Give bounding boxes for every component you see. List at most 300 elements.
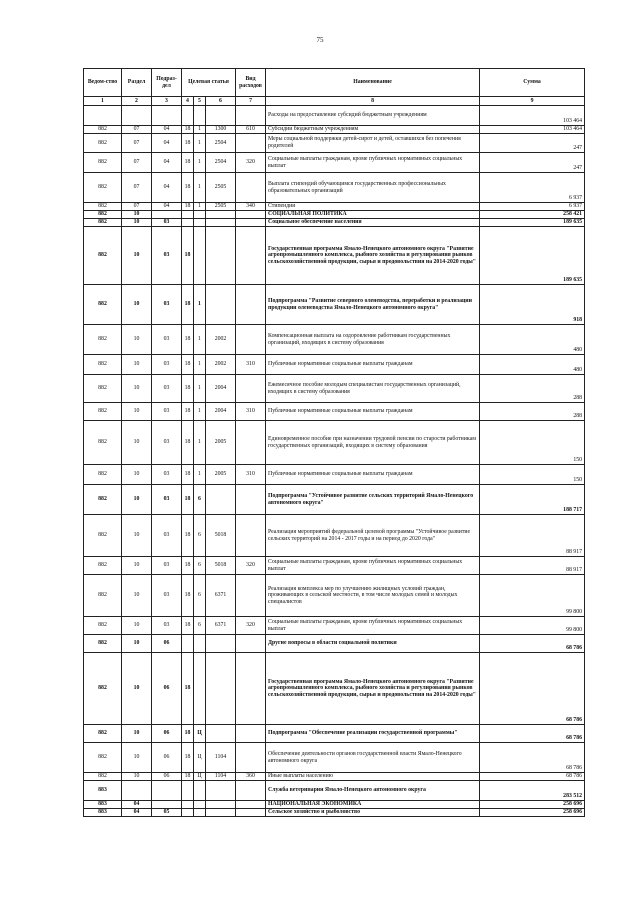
sum-cell: 103 464: [480, 106, 585, 126]
target-part3-cell: 1300: [206, 126, 236, 134]
subsection-cell: 03: [152, 617, 182, 635]
target-part2-cell: 1: [194, 285, 206, 325]
expense-type-cell: 340: [236, 203, 266, 211]
expense-type-cell: 310: [236, 403, 266, 421]
target-part1-cell: 18: [182, 465, 194, 485]
target-part2-cell: 1: [194, 421, 206, 465]
section-cell: 07: [122, 153, 152, 173]
expense-type-cell: 360: [236, 773, 266, 781]
dept-cell: 882: [84, 403, 122, 421]
expense-type-cell: 310: [236, 465, 266, 485]
table-row: [84, 465, 585, 485]
target-part2-cell: [194, 219, 206, 227]
dept-cell: 882: [84, 773, 122, 781]
target-part3-cell: 1104: [206, 743, 236, 773]
subsection-cell: [152, 781, 182, 801]
subsection-cell: [152, 801, 182, 809]
target-part2-cell: 1: [194, 465, 206, 485]
sum-cell: 68 786: [480, 635, 585, 653]
sum-cell: 150: [480, 421, 585, 465]
sum-cell: 68 786: [480, 725, 585, 743]
target-part1-cell: 18: [182, 203, 194, 211]
name-cell: Публичные нормативные социальные выплаты гражданам: [266, 403, 480, 421]
target-part2-cell: 1: [194, 325, 206, 355]
sum-cell: 288: [480, 375, 585, 403]
sum-cell: 258 421: [480, 211, 585, 219]
sum-cell: 103 464: [480, 126, 585, 134]
name-cell: Публичные нормативные социальные выплаты гражданам: [266, 465, 480, 485]
sum-cell: 247: [480, 134, 585, 153]
target-part1-cell: 18: [182, 403, 194, 421]
dept-cell: 882: [84, 725, 122, 743]
section-cell: 10: [122, 227, 152, 285]
name-cell: Сельское хозяйство и рыболовство: [266, 809, 480, 817]
expense-type-cell: [236, 173, 266, 203]
subsection-cell: 03: [152, 285, 182, 325]
dept-cell: 882: [84, 126, 122, 134]
target-part2-cell: [194, 653, 206, 725]
table-row: [84, 375, 585, 403]
index-cell: 1: [84, 97, 122, 106]
table-row: [84, 743, 585, 773]
index-cell: 9: [480, 97, 585, 106]
target-part2-cell: 1: [194, 375, 206, 403]
expense-type-cell: [236, 809, 266, 817]
target-part3-cell: [206, 227, 236, 285]
expense-type-cell: [236, 725, 266, 743]
target-part1-cell: [182, 809, 194, 817]
dept-cell: [84, 106, 122, 126]
dept-cell: 882: [84, 153, 122, 173]
target-part2-cell: Ц: [194, 773, 206, 781]
table-row: [84, 173, 585, 203]
section-cell: 10: [122, 725, 152, 743]
header-target: Целевая статья: [182, 69, 236, 97]
target-part3-cell: [206, 725, 236, 743]
target-part1-cell: [182, 781, 194, 801]
target-part2-cell: [194, 801, 206, 809]
index-cell: 6: [206, 97, 236, 106]
target-part2-cell: 1: [194, 153, 206, 173]
expense-type-cell: 310: [236, 355, 266, 375]
sum-cell: 258 696: [480, 809, 585, 817]
section-cell: [122, 781, 152, 801]
target-part3-cell: [206, 781, 236, 801]
dept-cell: 882: [84, 421, 122, 465]
target-part3-cell: 2505: [206, 173, 236, 203]
index-row: [84, 97, 585, 106]
target-part3-cell: [206, 219, 236, 227]
dept-cell: 883: [84, 809, 122, 817]
dept-cell: 882: [84, 219, 122, 227]
target-part2-cell: [194, 227, 206, 285]
dept-cell: 882: [84, 173, 122, 203]
dept-cell: 882: [84, 557, 122, 575]
dept-cell: 882: [84, 653, 122, 725]
table-row: [84, 219, 585, 227]
subsection-cell: 03: [152, 325, 182, 355]
table-row: [84, 227, 585, 285]
section-cell: 07: [122, 134, 152, 153]
section-cell: 10: [122, 575, 152, 617]
subsection-cell: 06: [152, 635, 182, 653]
section-cell: 10: [122, 485, 152, 515]
sum-cell: 480: [480, 355, 585, 375]
name-cell: Публичные нормативные социальные выплаты гражданам: [266, 355, 480, 375]
target-part3-cell: 2005: [206, 465, 236, 485]
name-cell: Социальное обеспечение населения: [266, 219, 480, 227]
header-name: Наименование: [266, 69, 480, 97]
target-part3-cell: [206, 485, 236, 515]
header-row: [84, 69, 585, 97]
target-part1-cell: 18: [182, 485, 194, 515]
index-cell: 8: [266, 97, 480, 106]
expense-type-cell: 320: [236, 557, 266, 575]
target-part2-cell: 6: [194, 485, 206, 515]
target-part1-cell: 18: [182, 285, 194, 325]
table-row: [84, 325, 585, 355]
table-row: [84, 403, 585, 421]
section-cell: 07: [122, 173, 152, 203]
target-part2-cell: Ц: [194, 743, 206, 773]
table-row: [84, 635, 585, 653]
expense-type-cell: [236, 211, 266, 219]
target-part1-cell: [182, 106, 194, 126]
section-cell: 07: [122, 126, 152, 134]
target-part1-cell: 18: [182, 134, 194, 153]
target-part2-cell: 1: [194, 134, 206, 153]
target-part3-cell: 2002: [206, 325, 236, 355]
dept-cell: 882: [84, 575, 122, 617]
name-cell: Социальные выплаты гражданам, кроме публичных нормативных социальных выплат: [266, 557, 480, 575]
target-part3-cell: 2005: [206, 421, 236, 465]
dept-cell: 882: [84, 617, 122, 635]
subsection-cell: 03: [152, 355, 182, 375]
subsection-cell: [152, 211, 182, 219]
expense-type-cell: [236, 219, 266, 227]
target-part3-cell: 2002: [206, 355, 236, 375]
target-part3-cell: 5018: [206, 557, 236, 575]
name-cell: Социальные выплаты гражданам, кроме публичных нормативных социальных выплат: [266, 617, 480, 635]
subsection-cell: 03: [152, 421, 182, 465]
table-row: [84, 153, 585, 173]
target-part1-cell: [182, 801, 194, 809]
dept-cell: 883: [84, 801, 122, 809]
target-part1-cell: 18: [182, 725, 194, 743]
subsection-cell: 03: [152, 557, 182, 575]
index-cell: 4: [182, 97, 194, 106]
header-section: Раздел: [122, 69, 152, 97]
dept-cell: 882: [84, 203, 122, 211]
subsection-cell: 03: [152, 219, 182, 227]
name-cell: Обеспечение деятельности органов государственной власти Ямало-Ненецкого автономного округа: [266, 743, 480, 773]
expense-type-cell: [236, 635, 266, 653]
expense-type-cell: [236, 134, 266, 153]
table-row: [84, 653, 585, 725]
expense-type-cell: [236, 485, 266, 515]
expense-type-cell: [236, 653, 266, 725]
section-cell: 10: [122, 617, 152, 635]
sum-cell: 918: [480, 285, 585, 325]
table-body: [84, 106, 585, 817]
dept-cell: 882: [84, 285, 122, 325]
target-part1-cell: [182, 219, 194, 227]
subsection-cell: 03: [152, 575, 182, 617]
section-cell: 10: [122, 773, 152, 781]
target-part3-cell: 2504: [206, 153, 236, 173]
expense-type-cell: [236, 227, 266, 285]
index-cell: 5: [194, 97, 206, 106]
sum-cell: 88 917: [480, 557, 585, 575]
subsection-cell: 04: [152, 153, 182, 173]
name-cell: Компенсационная выплата на оздоровление работникам государственных организаций, входящих в систему образования: [266, 325, 480, 355]
table-row: [84, 801, 585, 809]
subsection-cell: 03: [152, 227, 182, 285]
table-row: [84, 809, 585, 817]
subsection-cell: [152, 106, 182, 126]
name-cell: Субсидии бюджетным учреждениям: [266, 126, 480, 134]
target-part1-cell: 18: [182, 743, 194, 773]
dept-cell: 882: [84, 515, 122, 557]
target-part3-cell: 1104: [206, 773, 236, 781]
subsection-cell: 05: [152, 809, 182, 817]
section-cell: 10: [122, 653, 152, 725]
target-part1-cell: 18: [182, 575, 194, 617]
target-part1-cell: 18: [182, 153, 194, 173]
table-row: [84, 134, 585, 153]
target-part1-cell: 18: [182, 421, 194, 465]
name-cell: Реализация мероприятий федеральной целевой программы "Устойчивое развитие сельских территорий на 2014 - 2017 годы и на период до 2020 года": [266, 515, 480, 557]
name-cell: Иные выплаты населению: [266, 773, 480, 781]
dept-cell: 882: [84, 325, 122, 355]
target-part3-cell: [206, 106, 236, 126]
target-part3-cell: 2004: [206, 375, 236, 403]
section-cell: [122, 106, 152, 126]
expense-type-cell: [236, 801, 266, 809]
section-cell: 07: [122, 203, 152, 211]
target-part2-cell: 1: [194, 173, 206, 203]
expense-type-cell: [236, 575, 266, 617]
name-cell: Расходы на предоставление субсидий бюджетным учреждениям: [266, 106, 480, 126]
section-cell: 10: [122, 211, 152, 219]
sum-cell: 480: [480, 325, 585, 355]
table-row: [84, 355, 585, 375]
table-row: [84, 211, 585, 219]
dept-cell: 882: [84, 134, 122, 153]
target-part2-cell: [194, 781, 206, 801]
subsection-cell: 03: [152, 485, 182, 515]
target-part3-cell: 6371: [206, 617, 236, 635]
expense-type-cell: [236, 743, 266, 773]
target-part3-cell: 2504: [206, 134, 236, 153]
name-cell: Подпрограмма "Устойчивое развитие сельских территорий Ямало-Ненецкого автономного округа": [266, 485, 480, 515]
section-cell: 10: [122, 421, 152, 465]
section-cell: 04: [122, 809, 152, 817]
target-part1-cell: 18: [182, 617, 194, 635]
subsection-cell: 04: [152, 203, 182, 211]
sum-cell: 68 786: [480, 653, 585, 725]
sum-cell: 99 800: [480, 575, 585, 617]
subsection-cell: 03: [152, 465, 182, 485]
name-cell: Меры социальной поддержки детей-сирот и детей, оставшихся без попечения родителей: [266, 134, 480, 153]
table-row: [84, 285, 585, 325]
dept-cell: 882: [84, 375, 122, 403]
target-part2-cell: [194, 809, 206, 817]
subsection-cell: 04: [152, 126, 182, 134]
header-dept: Ведом-ство: [84, 69, 122, 97]
section-cell: 10: [122, 375, 152, 403]
expense-type-cell: 320: [236, 617, 266, 635]
section-cell: 10: [122, 355, 152, 375]
sum-cell: 189 635: [480, 219, 585, 227]
subsection-cell: 03: [152, 375, 182, 403]
target-part3-cell: 2004: [206, 403, 236, 421]
table-row: [84, 773, 585, 781]
target-part2-cell: [194, 106, 206, 126]
dept-cell: 882: [84, 211, 122, 219]
section-cell: 10: [122, 219, 152, 227]
target-part1-cell: [182, 211, 194, 219]
subsection-cell: 06: [152, 743, 182, 773]
target-part3-cell: [206, 635, 236, 653]
target-part3-cell: [206, 801, 236, 809]
target-part2-cell: [194, 635, 206, 653]
target-part3-cell: [206, 211, 236, 219]
section-cell: 10: [122, 635, 152, 653]
expense-type-cell: [236, 375, 266, 403]
sum-cell: 189 635: [480, 227, 585, 285]
target-part1-cell: 18: [182, 227, 194, 285]
expense-type-cell: [236, 106, 266, 126]
target-part2-cell: 6: [194, 575, 206, 617]
sum-cell: 283 512: [480, 781, 585, 801]
dept-cell: 882: [84, 743, 122, 773]
target-part2-cell: 6: [194, 617, 206, 635]
target-part2-cell: 6: [194, 515, 206, 557]
target-part3-cell: 5018: [206, 515, 236, 557]
table-row: [84, 575, 585, 617]
sum-cell: 6 937: [480, 203, 585, 211]
name-cell: Стипендии: [266, 203, 480, 211]
section-cell: 10: [122, 325, 152, 355]
expense-type-cell: [236, 781, 266, 801]
name-cell: Государственная программа Ямало-Ненецкого автономного округа "Развитие агропромышленного комплекса, рыбного хозяйства и регулирования рынков сельскохозяйственной продукции, сырья и продовольствия на 2014-2020 годы": [266, 227, 480, 285]
section-cell: 10: [122, 285, 152, 325]
sum-cell: 88 917: [480, 515, 585, 557]
name-cell: Выплата стипендий обучающимся государственных профессиональных образовательных организаций: [266, 173, 480, 203]
header-expense-type: Вид расходов: [236, 69, 266, 97]
expense-type-cell: 320: [236, 153, 266, 173]
name-cell: Единовременное пособие при назначении трудовой пенсии по старости работникам государственных организаций, входящих в систему образования: [266, 421, 480, 465]
dept-cell: 882: [84, 485, 122, 515]
expense-type-cell: [236, 325, 266, 355]
expense-type-cell: [236, 421, 266, 465]
header-sum: Сумма: [480, 69, 585, 97]
subsection-cell: 06: [152, 653, 182, 725]
sum-cell: 258 696: [480, 801, 585, 809]
name-cell: Подпрограмма "Развитие северного оленеводства, переработки и реализации продукции оленеводства Ямало-Ненецкого автономного округа": [266, 285, 480, 325]
table-row: [84, 203, 585, 211]
target-part3-cell: [206, 809, 236, 817]
sum-cell: 68 786: [480, 773, 585, 781]
name-cell: Другие вопросы в области социальной политики: [266, 635, 480, 653]
target-part1-cell: 18: [182, 126, 194, 134]
subsection-cell: 04: [152, 173, 182, 203]
name-cell: Служба ветеринарии Ямало-Ненецкого автономного округа: [266, 781, 480, 801]
name-cell: Государственная программа Ямало-Ненецкого автономного округа "Развитие агропромышленного комплекса, рыбного хозяйства и регулирования рынков сельскохозяйственной продукции, сырья и продовольствия на 2014-2020 годы": [266, 653, 480, 725]
table-row: [84, 106, 585, 126]
target-part2-cell: 1: [194, 355, 206, 375]
name-cell: НАЦИОНАЛЬНАЯ ЭКОНОМИКА: [266, 801, 480, 809]
target-part2-cell: 1: [194, 403, 206, 421]
section-cell: 10: [122, 465, 152, 485]
target-part2-cell: 6: [194, 557, 206, 575]
section-cell: 10: [122, 557, 152, 575]
target-part1-cell: 18: [182, 515, 194, 557]
subsection-cell: 06: [152, 725, 182, 743]
table-row: [84, 557, 585, 575]
table-row: [84, 515, 585, 557]
name-cell: Реализация комплекса мер по улучшению жилищных условий граждан, проживающих в сельской местности, в том числе молодых семей и молодых специалистов: [266, 575, 480, 617]
subsection-cell: 06: [152, 773, 182, 781]
target-part1-cell: 18: [182, 325, 194, 355]
target-part1-cell: [182, 635, 194, 653]
dept-cell: 882: [84, 635, 122, 653]
table-row: [84, 421, 585, 465]
table-row: [84, 617, 585, 635]
name-cell: СОЦИАЛЬНАЯ ПОЛИТИКА: [266, 211, 480, 219]
sum-cell: 188 717: [480, 485, 585, 515]
table-row: [84, 725, 585, 743]
sum-cell: 6 937: [480, 173, 585, 203]
target-part3-cell: 6371: [206, 575, 236, 617]
subsection-cell: 03: [152, 403, 182, 421]
target-part1-cell: 18: [182, 557, 194, 575]
dept-cell: 882: [84, 227, 122, 285]
budget-table: [83, 68, 585, 817]
table-row: [84, 781, 585, 801]
section-cell: 10: [122, 515, 152, 557]
sum-cell: 150: [480, 465, 585, 485]
section-cell: 10: [122, 403, 152, 421]
target-part1-cell: 18: [182, 653, 194, 725]
target-part2-cell: 1: [194, 203, 206, 211]
target-part1-cell: 18: [182, 773, 194, 781]
sum-cell: 68 786: [480, 743, 585, 773]
expense-type-cell: [236, 285, 266, 325]
section-cell: 10: [122, 743, 152, 773]
expense-type-cell: 610: [236, 126, 266, 134]
index-cell: 2: [122, 97, 152, 106]
dept-cell: 882: [84, 465, 122, 485]
target-part3-cell: 2505: [206, 203, 236, 211]
subsection-cell: 04: [152, 134, 182, 153]
section-cell: 04: [122, 801, 152, 809]
table-row: [84, 485, 585, 515]
target-part1-cell: 18: [182, 355, 194, 375]
target-part2-cell: Ц: [194, 725, 206, 743]
table-row: [84, 126, 585, 134]
name-cell: Ежемесячное пособие молодым специалистам государственных организаций, входящих в систему образования: [266, 375, 480, 403]
index-cell: 3: [152, 97, 182, 106]
dept-cell: 883: [84, 781, 122, 801]
subsection-cell: 03: [152, 515, 182, 557]
target-part1-cell: 18: [182, 375, 194, 403]
target-part2-cell: 1: [194, 126, 206, 134]
sum-cell: 247: [480, 153, 585, 173]
expense-type-cell: [236, 515, 266, 557]
target-part2-cell: [194, 211, 206, 219]
